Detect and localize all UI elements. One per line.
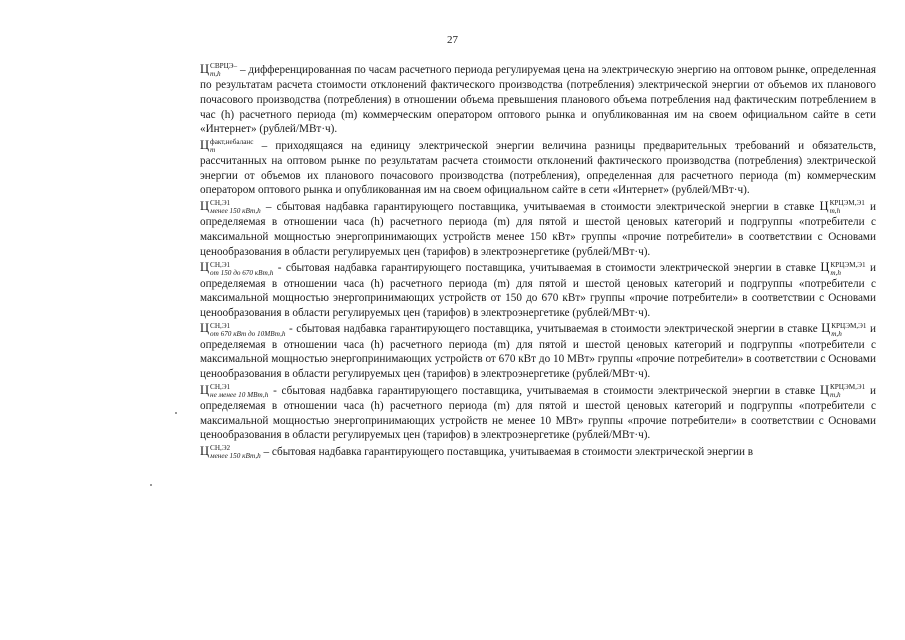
scan-speck — [150, 484, 152, 486]
definition-text: и определяемая в отношении часа (h) расчетного периода (m) для пятой и шестой ценовых категорий и подгруппы «потребители с максимальной мощностью энергопринимающих устройств от 150 до 670 кВт» группы «прочие потребители» в соответствии с Основами ценообразования в области регулируемых цен (тарифов) в электроэнергетике (рублей/МВт·ч). — [200, 262, 876, 319]
definition-text: – приходящаяся на единицу электрической энергии величина разницы предварительных требований и обязательств, рассчитанных на оптовом рынке по результатам расчета стоимости отклонений фактического производства (потребления) электрической энергии от объемов их планового почасового производства (потребления), определенная для расчетного периода (m) коммерческим оператором оптового рынка и опубликованная им на своем официальном сайте в сети «Интернет» (рублей/МВт·ч). — [200, 139, 876, 197]
definition-paragraph — [200, 321, 876, 381]
definition-text: и определяемая в отношении часа (h) расчетного периода (m) для пятой и шестой ценовых категорий и подгруппы «потребители с максимальной мощностью энергопринимающих устройств от 670 кВт до 10 МВт» группы «прочие потребители» в соответствии с Основами ценообразования в области регулируемых цен (тарифов) в электроэнергетике (рублей/МВт·ч). — [200, 323, 876, 381]
definition-paragraph — [200, 260, 876, 320]
scan-speck — [175, 412, 177, 414]
definition-text: и определяемая в отношении часа (h) расчетного периода (m) для пятой и шестой ценовых категорий и подгруппы «потребители с максимальной мощностью энергопринимающих устройств не менее 10 МВт» группы «прочие потребители» в соответствии с Основами ценообразования в области регулируемых цен (тарифов) в электроэнергетике (рублей/МВт·ч). — [200, 384, 876, 442]
definition-text: – сбытовая надбавка гарантирующего поставщика, учитываемая в стоимости электрической энергии в ставке — [260, 201, 820, 213]
definition-paragraph — [200, 383, 876, 443]
definition-text: и определяемая в отношении часа (h) расчетного периода (m) для пятой и шестой ценовых категорий и подгруппы «потребители с максимальной мощностью энергопринимающих устройств менее 150 кВт» группы «прочие потребители» в соответствии с Основами ценообразования в области регулируемых цен (тарифов) в электроэнергетике (рублей/МВт·ч). — [200, 201, 876, 258]
inline-formula-symbol: Ц КРЦЭМ,Э1 m,h — [819, 382, 866, 400]
definition-text: - сбытовая надбавка гарантирующего поставщика, учитываемая в стоимости электрической энергии в ставке — [273, 262, 821, 275]
definition-text: – сбытовая надбавка гарантирующего поставщика, учитываемая в стоимости электрической энергии в — [260, 445, 754, 458]
definition-paragraph — [200, 62, 876, 137]
formula-symbol: Ц СН,Э2 менее 150 кВт,h — [200, 443, 261, 461]
formula-symbol: Ц СВРЦЭ– m,h — [200, 62, 238, 79]
document-body — [200, 62, 876, 461]
formula-symbol: Ц СН,Э1 от 150 до 670 кВт,h — [200, 260, 274, 277]
definition-text: - сбытовая надбавка гарантирующего поставщика, учитываемая в стоимости электрической энергии в ставке — [285, 323, 822, 336]
formula-symbol: Ц СН,Э1 менее 150 кВт,h — [200, 199, 261, 216]
definition-paragraph — [200, 138, 876, 198]
definition-paragraph — [200, 444, 876, 460]
inline-formula-symbol: Ц КРЦЭМ,Э1 m,h — [821, 321, 867, 338]
definition-text: – дифференцированная по часам расчетного периода регулируемая цена на электрическую энергию на оптовом рынке, определенная по результатам расчета стоимости отклонений фактического производства (потребления) электрической энергии от объемов их планового почасового производства (потребления) в отношении объема превышения планового объема потребления над фактическим потреблением в час (h) расчетного периода (m) коммерческим оператором оптового рынка и опубликованная им на своем официальном сайте в сети «Интернет» (рублей/МВт·ч). — [200, 64, 876, 136]
formula-symbol: Ц факт,небаланс m — [200, 137, 254, 155]
page-number: 27 — [447, 34, 458, 46]
definition-paragraph — [200, 199, 876, 259]
inline-formula-symbol: Ц КРЦЭМ,Э1 m,h — [819, 199, 865, 216]
formula-symbol: Ц СН,Э1 не менее 10 МВт,h — [200, 382, 269, 400]
inline-formula-symbol: Ц КРЦЭМ,Э1 m,h — [820, 260, 866, 277]
definition-text: - сбытовая надбавка гарантирующего поставщика, учитываемая в стоимости электрической энергии в ставке — [268, 384, 820, 397]
formula-symbol: Ц СН,Э1 от 670 кВт до 10МВт,h — [200, 321, 286, 338]
